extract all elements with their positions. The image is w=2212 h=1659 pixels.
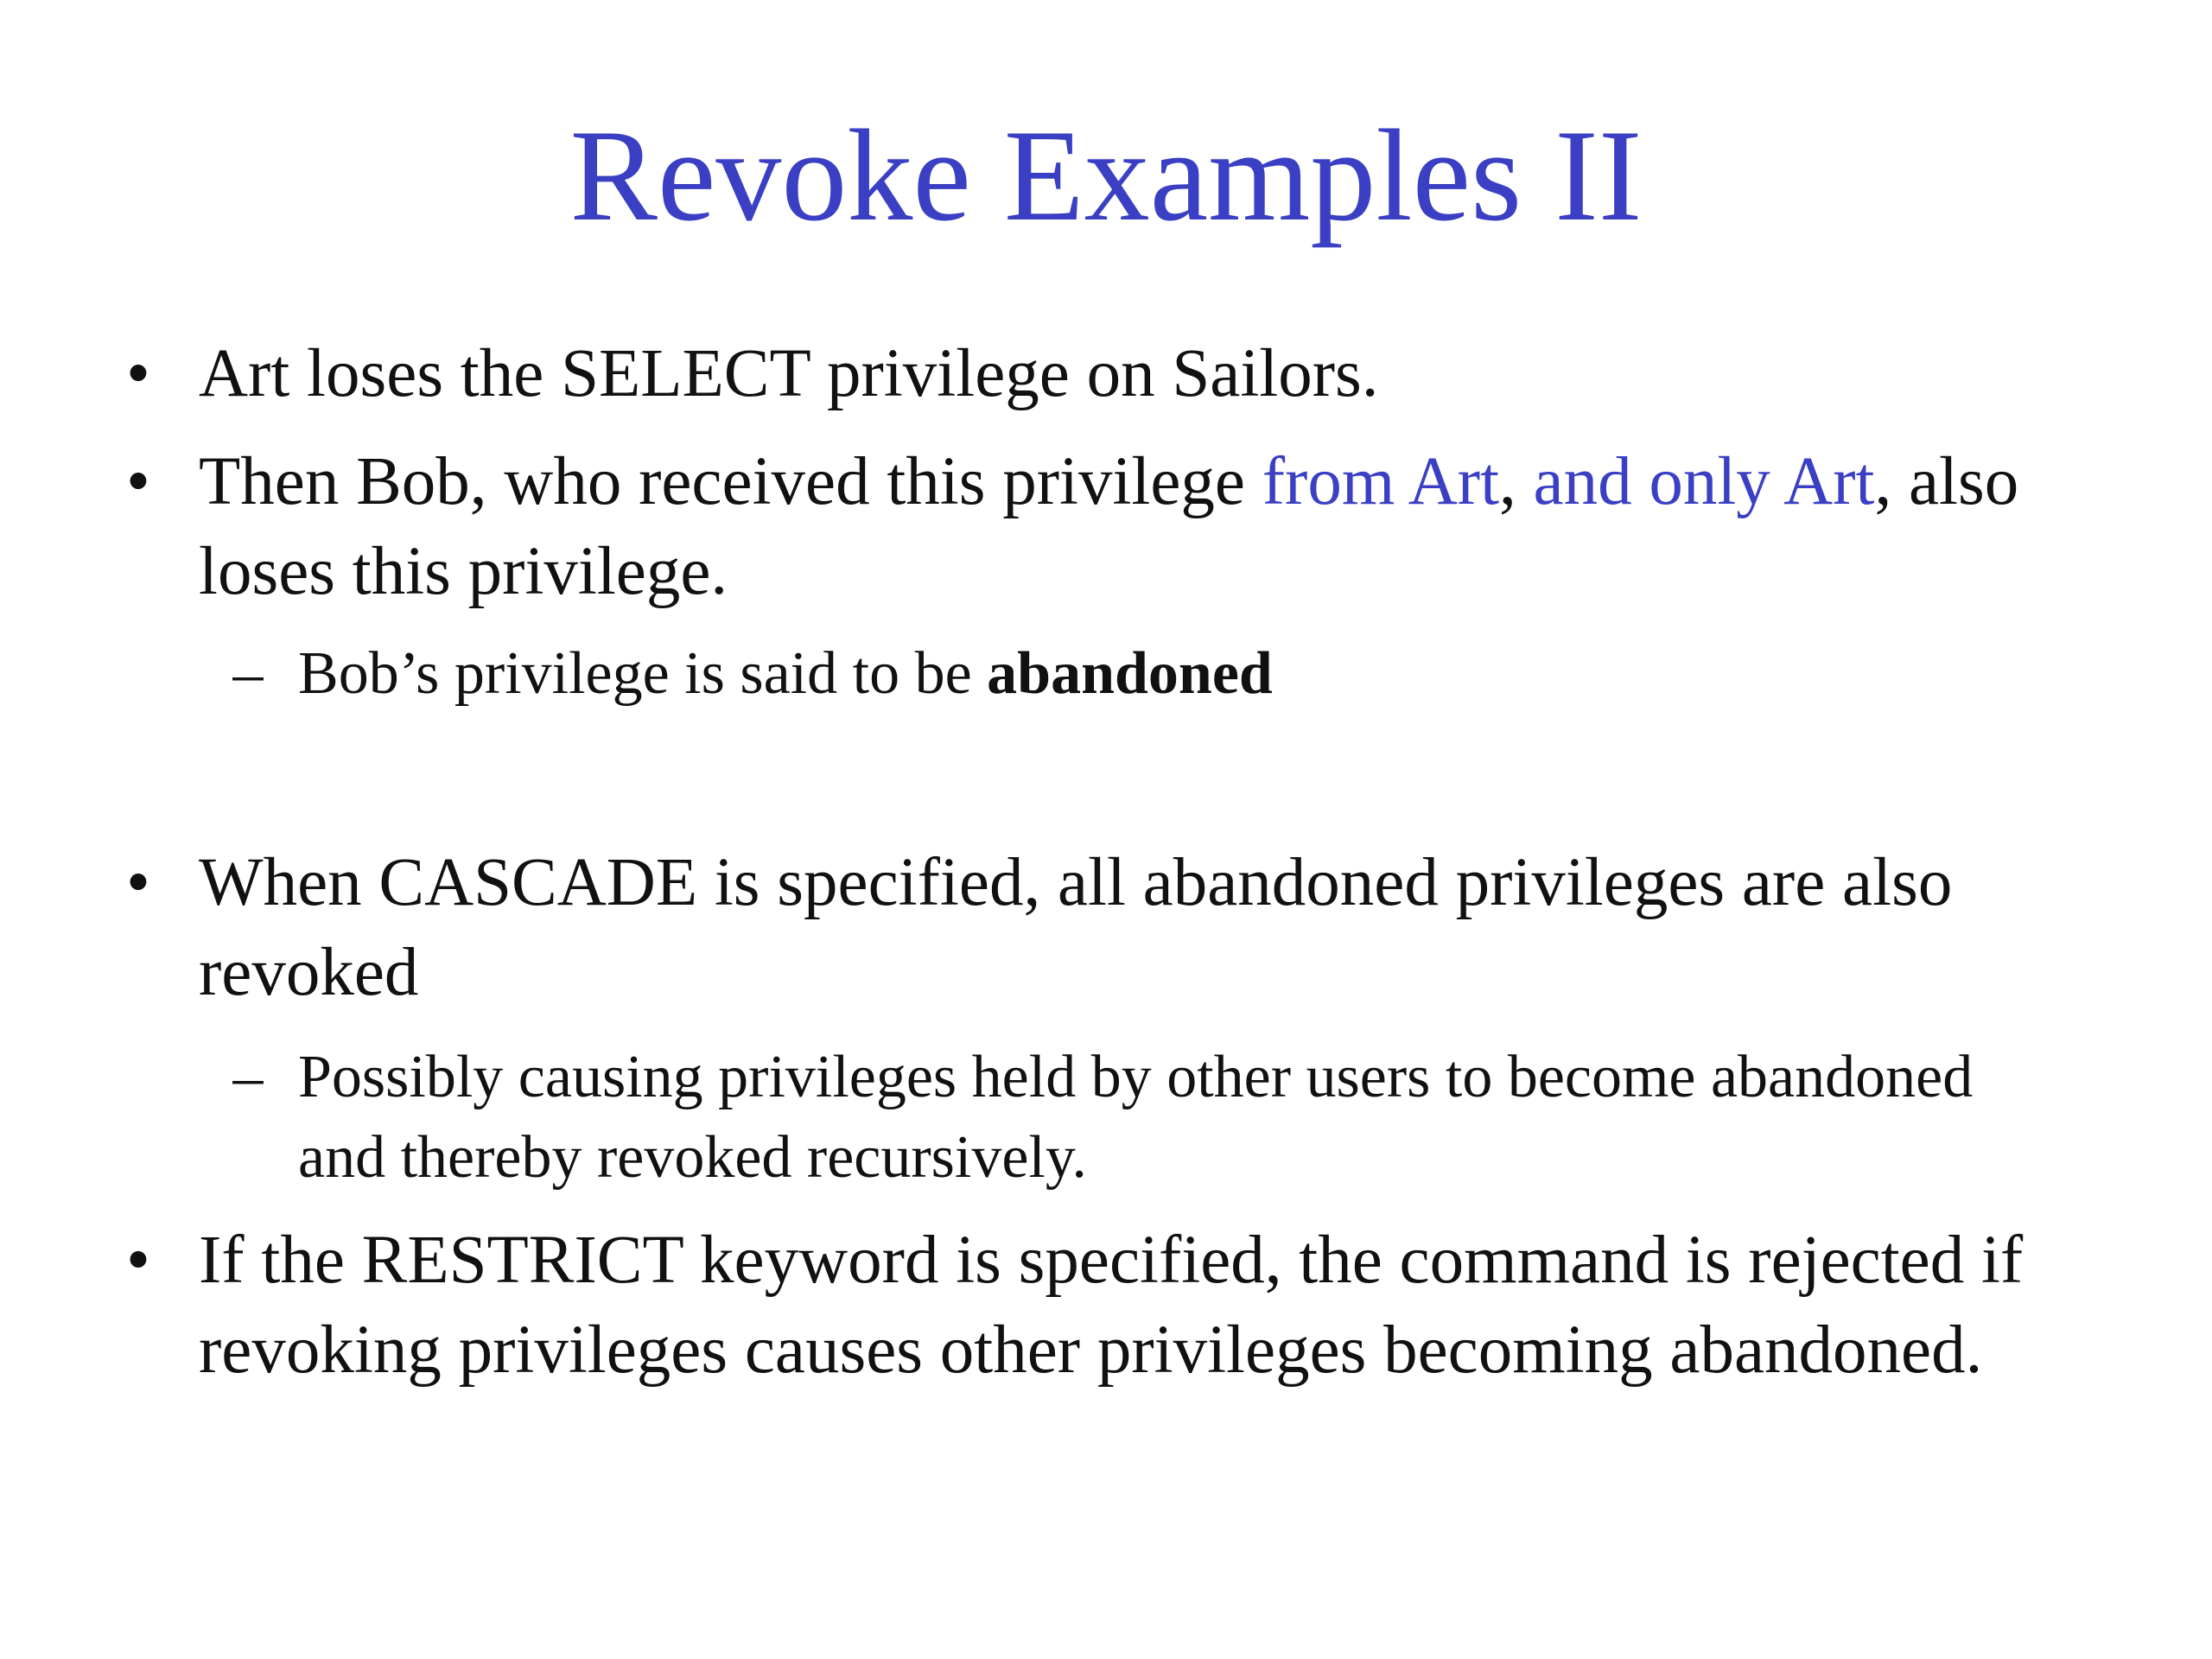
sub-text-part: Bob’s privilege is said to be: [298, 640, 988, 707]
bullet-text-part: , also loses this privilege.: [199, 444, 2019, 609]
dash-marker: –: [232, 640, 264, 707]
bullet-item-3: [126, 838, 2152, 1018]
highlight-text: and only Art: [1533, 444, 1875, 519]
bullet-text-part: Then Bob, who received this privilege: [199, 444, 1262, 519]
bullet-marker: •: [126, 1223, 150, 1298]
bullet-marker: •: [126, 444, 150, 519]
bullet-item-1: [126, 329, 2152, 419]
slide-title: Revoke Examples II: [569, 103, 1643, 248]
bullet-item-4: [126, 1216, 2152, 1395]
bullet-marker: •: [126, 336, 150, 411]
dash-marker: –: [232, 1044, 264, 1110]
bullet-marker: •: [126, 845, 150, 920]
bullet-text: If the RESTRICT keyword is specified, the command is rejected if revoking privileges causes other privileges becoming abandoned.: [199, 1223, 2024, 1388]
highlight-text: from Art: [1262, 444, 1500, 519]
bullet-text-part: ,: [1499, 444, 1534, 519]
bullet-text: When CASCADE is specified, all abandoned privileges are also revoked: [199, 845, 1953, 1010]
bold-text: abandoned: [987, 640, 1273, 707]
sub-item-2: [232, 1037, 2026, 1198]
bullet-text: Art loses the SELECT privilege on Sailors.: [199, 336, 1379, 411]
bullet-item-2: [126, 437, 2152, 617]
sub-text: Possibly causing privileges held by other users to become abandoned and thereby revoked recursively.: [298, 1044, 1974, 1191]
sub-item-1: [232, 633, 2026, 714]
